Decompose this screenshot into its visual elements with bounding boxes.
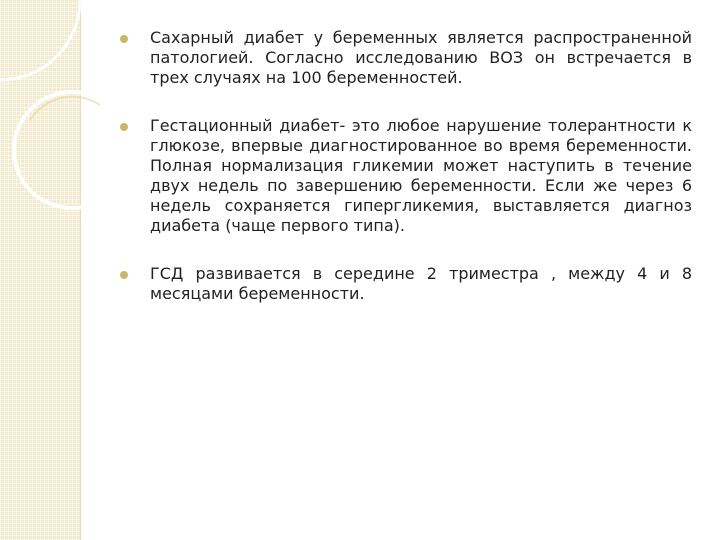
bullet-dot-icon	[120, 271, 128, 279]
list-item	[120, 264, 692, 304]
bullet-list	[120, 28, 692, 332]
bullet-text: ГСД развивается в середине 2 триместра , между 4 и 8 месяцами беременности.	[150, 264, 692, 303]
list-item	[120, 116, 692, 236]
decorative-side-band	[0, 0, 81, 540]
bullet-dot-icon	[120, 35, 128, 43]
bullet-text: Сахарный диабет у беременных является распространенной патологией. Согласно исследованию ВОЗ он встречается в трех случаях на 100 беременностей.	[150, 28, 692, 87]
bullet-dot-icon	[120, 123, 128, 131]
bullet-text: Гестационный диабет- это любое нарушение толерантности к глюкозе, впервые диагностированное во время беременности. Полная нормализация гликемии может наступить в течение двух недель по завершению беременности. Если же через 6 недель сохраняется гипергликемия, выставляется диагноз диабета (чаще первого типа).	[150, 116, 692, 235]
list-item	[120, 28, 692, 88]
